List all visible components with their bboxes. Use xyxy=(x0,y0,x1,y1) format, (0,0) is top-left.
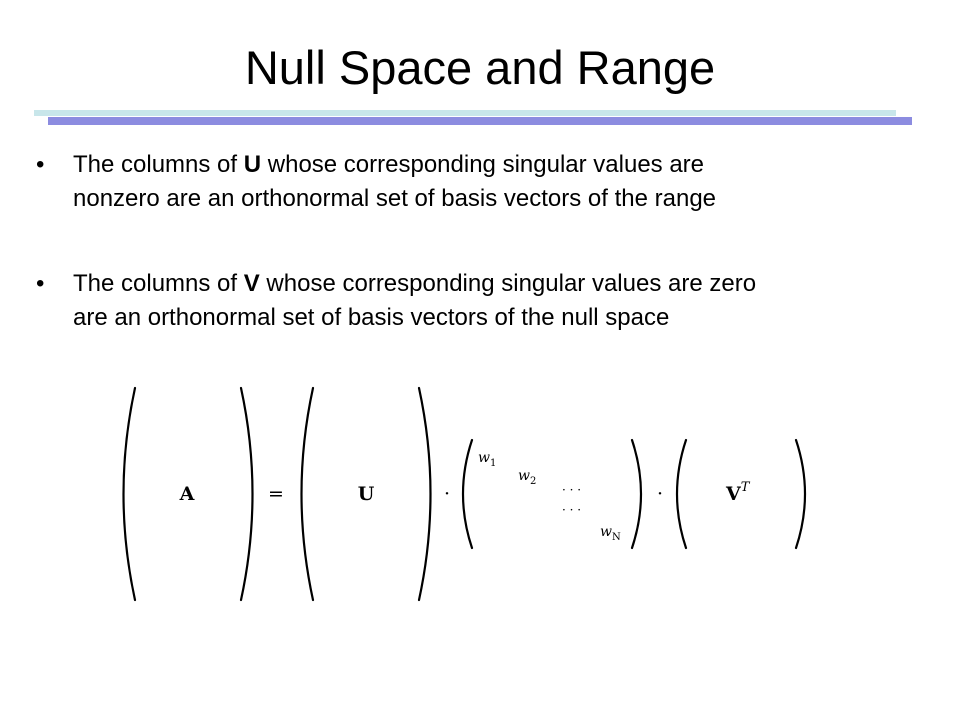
bullet-range xyxy=(36,148,896,216)
diagonal-ellipsis-2: · · · xyxy=(562,503,582,517)
paren-vt-left xyxy=(677,440,686,548)
matrix-u: U xyxy=(357,483,375,505)
bullet-text-line2: nonzero are an orthonormal set of basis vectors of the range xyxy=(73,185,717,212)
bullet-text-post: whose corresponding singular values are xyxy=(261,151,705,178)
bullet-marker: • xyxy=(36,270,45,297)
bullet-text xyxy=(73,267,896,335)
singular-value-w2: $w_2$ xyxy=(518,468,537,487)
bullet-text-post: whose corresponding singular values are zero xyxy=(259,270,757,297)
equals-sign: = xyxy=(268,483,284,505)
bullet-text xyxy=(73,148,896,216)
title-underline-dark xyxy=(48,117,912,125)
paren-a-right xyxy=(241,388,253,600)
paren-w-right xyxy=(632,440,641,548)
singular-value-wn: $w_N$ xyxy=(600,524,621,543)
paren-a-left xyxy=(124,388,136,600)
diagonal-ellipsis-1: · · · xyxy=(562,483,582,497)
title-underline-light xyxy=(34,110,896,116)
product-dot-2: · xyxy=(656,483,664,505)
product-dot-1: · xyxy=(443,483,451,505)
bullet-text-line2: are an orthonormal set of basis vectors of the null space xyxy=(73,304,670,331)
bullet-null-space xyxy=(36,267,896,335)
paren-u-left xyxy=(302,388,314,600)
bullet-text-pre: The columns of xyxy=(73,151,244,178)
matrix-v-label: V xyxy=(243,270,260,297)
matrix-v-transpose: $V^T$ xyxy=(726,480,750,505)
singular-value-w1: $w_1$ xyxy=(478,450,497,469)
bullet-marker: • xyxy=(36,151,45,178)
paren-w-left xyxy=(463,440,472,548)
slide-title: Null Space and Range xyxy=(244,41,716,94)
matrix-a: A xyxy=(179,483,195,505)
matrix-u-label: U xyxy=(243,151,262,178)
bullet-text-pre: The columns of xyxy=(73,270,244,297)
paren-u-right xyxy=(419,388,431,600)
paren-vt-right xyxy=(796,440,805,548)
